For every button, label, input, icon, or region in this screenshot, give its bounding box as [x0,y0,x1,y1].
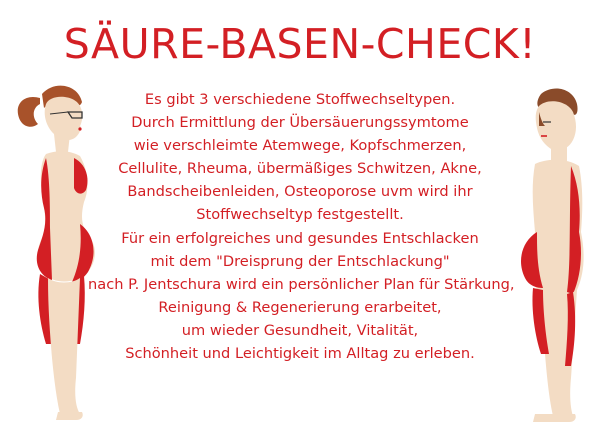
description-line: mit dem "Dreisprung der Entschlackung" [150,252,450,270]
description-line: Stoffwechseltyp festgestellt. [196,206,404,224]
description-line: Es gibt 3 verschiedene Stoffwechseltypen. [144,91,456,108]
page-title: SÄURE-BASEN-CHECK! [63,20,537,68]
description-line: Schönheit und Leichtigkeit im Alltag zu erleben. [125,345,475,363]
description-line: nach P. Jentschura wird ein persönlicher Plan für Stärkung, [88,275,515,293]
description-line: um wieder Gesundheit, Vitalität, [181,321,419,339]
description-line: Durch Ermittlung der Übersäuerungssymtome [131,114,469,132]
description-line: Für ein erfolgreiches und gesundes Entschlacken [121,229,479,247]
description-text [88,88,515,365]
description-line: Reinigung & Regenerierung erarbeitet, [158,298,442,316]
description-line: Bandscheibenleiden, Osteoporose uvm wird ihr [127,183,473,201]
description-line: wie verschleimte Atemwege, Kopfschmerzen, [133,137,467,155]
description-line: Cellulite, Rheuma, übermäßiges Schwitzen, Akne, [118,160,482,178]
